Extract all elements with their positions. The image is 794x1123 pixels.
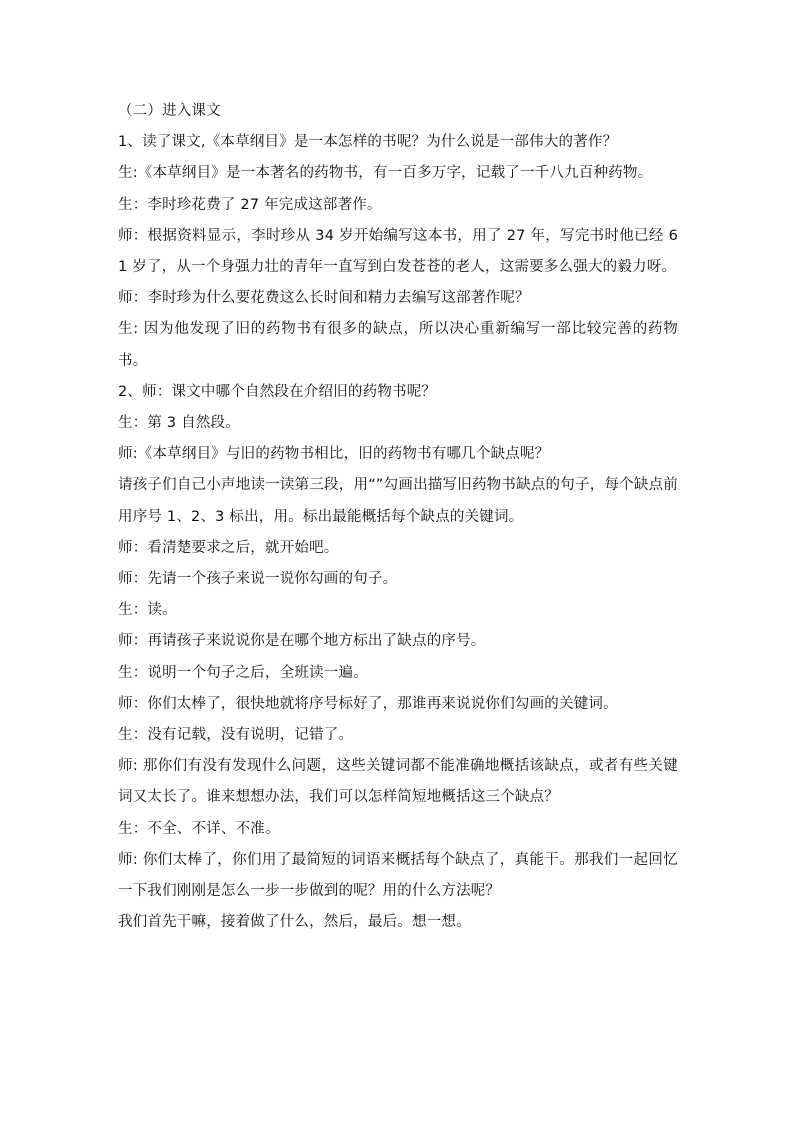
student-answer-paragraph: 生：说明一个句子之后，全班读一遍。 <box>118 664 368 681</box>
student-answer-paragraph: 生：没有记载，没有说明，记错了。 <box>118 727 354 744</box>
student-answer-paragraph: 生：第 3 自然段。 <box>118 415 240 432</box>
student-answer-paragraph: 生：读。 <box>118 602 177 619</box>
student-answer-paragraph: 生:《本草纲目》是一本著名的药物书，有一百多万字，记载了一千八九百种药物。 <box>118 165 653 182</box>
teacher-paragraph: 师:《本草纲目》与旧的药物书相比，旧的药物书有哪几个缺点呢？ <box>118 446 550 463</box>
question-paragraph: 2、师：课文中哪个自然段在介绍旧的药物书呢？ <box>118 383 437 400</box>
teacher-paragraph: 师: 那你们有没有发现什么问题，这些关键词都不能准确地概括该缺点，或者有些关键词又太长了。谁来想想办法，我们可以怎样简短地概括这三个缺点？ <box>118 758 678 806</box>
student-answer-paragraph: 生: 因为他发现了旧的药物书有很多的缺点，所以决心重新编写一部比较完善的药物书。 <box>118 321 678 369</box>
teacher-paragraph: 师: 你们太棒了，你们用了最简短的词语来概括每个缺点了，真能干。那我们一起回忆一下我们刚刚是怎么一步一步做到的呢？用的什么方法呢？ <box>118 851 678 900</box>
teacher-paragraph: 师：你们太棒了，很快地就将序号标好了，那谁再来说说你们勾画的关键词。 <box>118 695 618 712</box>
section-heading: （二）进入课文 <box>118 103 221 119</box>
student-answer-paragraph: 生：李时珍花费了 27 年完成这部著作。 <box>118 196 382 213</box>
teacher-paragraph: 师：看清楚要求之后，就开始吧。 <box>118 539 339 556</box>
instruction-paragraph: 请孩子们自己小声地读一读第三段，用“”勾画出描写旧药物书缺点的句子，每个缺点前用序号 1、2、3 标出，用。标出最能概括每个缺点的关键词。 <box>118 477 678 525</box>
document-body <box>118 96 678 938</box>
teacher-paragraph: 师：再请孩子来说说你是在哪个地方标出了缺点的序号。 <box>118 633 486 650</box>
teacher-paragraph: 师：先请一个孩子来说一说你勾画的句子。 <box>118 571 398 588</box>
student-answer-paragraph: 生：不全、不详、不准。 <box>118 820 280 837</box>
question-paragraph: 1、读了课文,《本草纲目》是一本怎样的书呢？为什么说是一部伟大的著作？ <box>118 134 618 151</box>
closing-paragraph: 我们首先干嘛，接着做了什么，然后，最后。想一想。 <box>118 914 471 931</box>
teacher-paragraph: 师：李时珍为什么要花费这么长时间和精力去编写这部著作呢？ <box>118 290 530 307</box>
teacher-paragraph: 师：根据资料显示，李时珍从 34 岁开始编写这本书，用了 27 年，写完书时他已经 61 岁了，从一个身强力壮的青年一直写到白发苍苍的老人，这需要多么强大的毅力呀。 <box>118 227 678 276</box>
